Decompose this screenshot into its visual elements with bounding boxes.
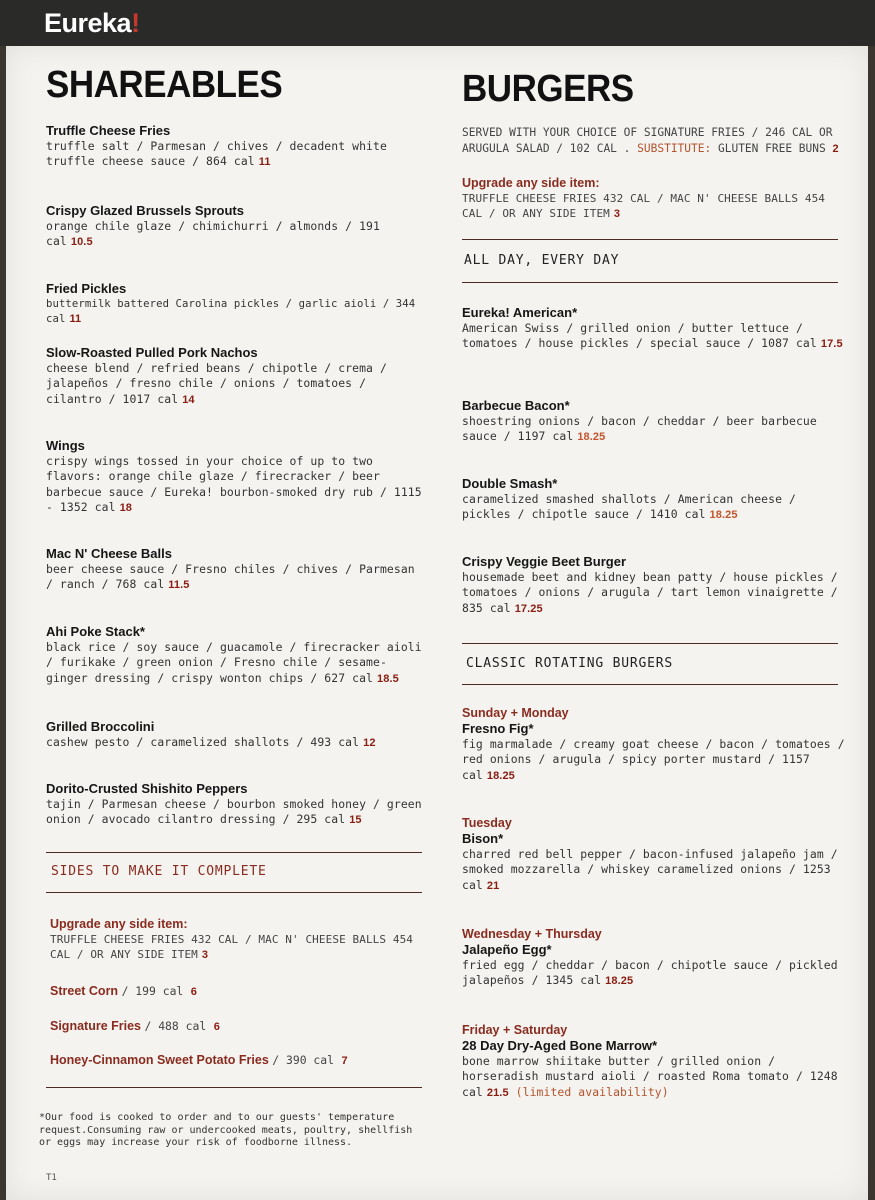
logo-text: Eureka [44,8,132,38]
menu-item [46,281,426,328]
menu-item [46,624,426,687]
top-bar [0,0,875,46]
item-desc: tajin / Parmesan cheese / bourbon smoked honey / green onion / avocado cilantro dressing / 295 cal 15 [46,797,422,827]
burgers-title: BURGERS [462,68,634,110]
item-desc: truffle salt / Parmesan / chives / decadent white truffle cheese sauce / 864 cal 11 [46,139,387,169]
item-desc: cheese blend / refried beans / chipotle / crema / jalapeños / fresno chile / onions / tomatoes / cilantro / 1017 cal 14 [46,361,387,406]
side-name: Signature Fries [50,1019,141,1033]
upgrade-title: Upgrade any side item: [462,176,600,190]
item-price: 21.5 [486,1086,509,1099]
substitute-label: SUBSTITUTE: [637,141,712,155]
upgrade-desc: TRUFFLE CHEESE FRIES 432 CAL / MAC N' CHEESE BALLS 454 CAL / OR ANY SIDE ITEM 3 [50,933,414,962]
availability-note: (limited availability) [515,1084,669,1099]
sides-band-label: SIDES TO MAKE IT COMPLETE [51,864,267,879]
item-desc: black rice / soy sauce / guacamole / firecracker aioli / furikake / green onion / Fresno chile / sesame-ginger dressing / crispy wonton chips / 627 cal 18.5 [46,640,422,685]
item-name: Grilled Broccolini [46,719,155,734]
menu-item [46,345,426,408]
item-price: 15 [349,814,362,827]
side-price: 6 [190,986,197,998]
item-desc: caramelized smashed shallots / American cheese / pickles / chipotle sauce / 1410 cal 18.25 [462,492,796,522]
food-safety-disclaimer: *Our food is cooked to order and to our guests' temperature request.Consuming raw or undercooked meats, poultry, shellfish or eggs may increase your risk of foodborne illness. [39,1112,413,1148]
divider [462,239,838,240]
item-desc: bone marrow shiitake butter / grilled onion / horseradish mustard aioli / roasted Roma tomato / 1248 cal 21.5 (limited availability) [462,1054,838,1099]
item-name: Barbecue Bacon* [462,398,570,413]
eureka-logo [44,8,140,39]
item-desc: cashew pesto / caramelized shallots / 493 cal 12 [46,735,376,749]
rotating-item [462,1022,847,1101]
side-cal: / 488 cal [144,1019,207,1033]
rotating-item [462,926,847,990]
item-name: Ahi Poke Stack* [46,624,145,639]
menu-item [462,398,847,446]
rotating-item [462,705,847,784]
sides-upgrade [50,916,422,964]
item-price: 12 [363,737,376,749]
rotating-day: Friday + Saturday [462,1023,568,1037]
item-name: Truffle Cheese Fries [46,123,171,138]
shareables-title: SHAREABLES [46,64,283,106]
menu-item [46,546,426,594]
burgers-intro: SERVED WITH YOUR CHOICE OF SIGNATURE FRIES / 246 CAL OR ARUGULA SALAD / 102 CAL . SUBSTITUTE: GLUTEN FREE BUNS 2 [462,126,839,155]
side-cal: / 390 cal [272,1053,334,1067]
divider [46,892,422,893]
item-price: 18.5 [377,672,399,685]
divider [462,684,838,685]
logo-bang: ! [131,8,140,38]
rotating-day: Sunday + Monday [462,706,569,720]
side-cal: / 199 cal [121,984,184,998]
item-name: Wings [46,438,85,453]
substitute-text: GLUTEN FREE BUNS [717,141,826,155]
menu-item [46,719,426,751]
item-price: 18.25 [577,431,606,444]
item-desc: housemade beet and kidney bean patty / house pickles / tomatoes / onions / arugula / tart lemon vinaigrette / 835 cal 17.25 [462,570,838,615]
item-price: 21 [486,879,500,892]
rotating-item [462,815,847,894]
menu-item [46,781,426,829]
side-item [50,983,197,1000]
side-item [50,1052,348,1069]
item-desc: orange chile glaze / chimichurri / almonds / 191 cal 10.5 [46,219,380,249]
upgrade-price: 3 [613,208,621,221]
item-name: Jalapeño Egg* [462,942,552,957]
item-price: 11.5 [168,579,190,592]
item-name: Crispy Glazed Brussels Sprouts [46,203,244,218]
rotating-day: Wednesday + Thursday [462,927,602,941]
divider [462,282,838,283]
upgrade-price: 3 [201,949,209,962]
item-price: 17.25 [514,602,543,615]
divider [462,643,838,644]
item-desc: American Swiss / grilled onion / butter lettuce / tomatoes / house pickles / special sauce / 1087 cal 17.5 [462,321,843,351]
substitute-price: 2 [832,142,839,155]
item-desc: charred red bell pepper / bacon-infused jalapeño jam / smoked mozzarella / whiskey caramelized onions / 1253 cal 21 [462,847,838,892]
item-name: Mac N' Cheese Balls [46,546,172,561]
item-price: 17.5 [820,338,843,351]
item-name: Crispy Veggie Beet Burger [462,554,626,569]
side-price: 6 [213,1021,220,1033]
item-price: 14 [182,393,195,406]
menu-item [462,554,847,617]
rotating-band-label: CLASSIC ROTATING BURGERS [466,656,674,671]
item-name: Fried Pickles [46,281,127,296]
menu-item [46,123,426,171]
divider [46,852,422,853]
side-price: 7 [341,1055,348,1067]
divider [46,1087,422,1088]
menu-item [46,438,426,516]
menu-page [6,46,868,1200]
item-price: 18.25 [709,509,738,522]
item-desc: beer cheese sauce / Fresno chiles / chives / Parmesan / ranch / 768 cal 11.5 [46,562,415,592]
item-name: Slow-Roasted Pulled Pork Nachos [46,345,258,360]
item-price: 11 [69,313,82,326]
upgrade-desc: TRUFFLE CHEESE FRIES 432 CAL / MAC N' CHEESE BALLS 454 CAL / OR ANY SIDE ITEM 3 [462,192,826,221]
item-price: 10.5 [70,236,93,249]
rotating-day: Tuesday [462,816,512,830]
item-name: Fresno Fig* [462,721,534,736]
item-price: 18 [119,501,133,514]
item-desc: buttermilk battered Carolina pickles / garlic aioli / 344 cal 11 [46,298,416,326]
menu-item [462,305,847,353]
all-day-band-label: ALL DAY, EVERY DAY [464,253,620,268]
side-item [50,1018,220,1035]
item-name: Bison* [462,831,504,846]
item-desc: fig marmalade / creamy goat cheese / bacon / tomatoes / red onions / arugula / spicy porter mustard / 1157 cal 18.25 [462,737,845,782]
item-desc: shoestring onions / bacon / cheddar / beer barbecue sauce / 1197 cal 18.25 [462,414,817,444]
upgrade-title: Upgrade any side item: [50,917,188,931]
burgers-upgrade [462,175,847,223]
side-name: Street Corn [50,984,119,998]
item-price: 11 [258,156,271,169]
page-code: T1 [46,1173,57,1183]
item-price: 18.25 [605,975,634,988]
menu-item [46,203,426,251]
item-name: 28 Day Dry-Aged Bone Marrow* [462,1038,658,1053]
menu-item [462,476,847,524]
side-name: Honey-Cinnamon Sweet Potato Fries [50,1053,269,1067]
item-desc: crispy wings tossed in your choice of up to two flavors: orange chile glaze / firecracker / beer barbecue sauce / Eureka! bourbon-smoked dry rub / 1115 - 1352 cal 18 [46,454,422,514]
item-name: Eureka! American* [462,305,578,320]
item-name: Double Smash* [462,476,558,491]
item-price: 18.25 [486,769,515,782]
item-name: Dorito-Crusted Shishito Peppers [46,781,248,796]
item-desc: fried egg / cheddar / bacon / chipotle sauce / pickled jalapeños / 1345 cal 18.25 [462,958,838,988]
